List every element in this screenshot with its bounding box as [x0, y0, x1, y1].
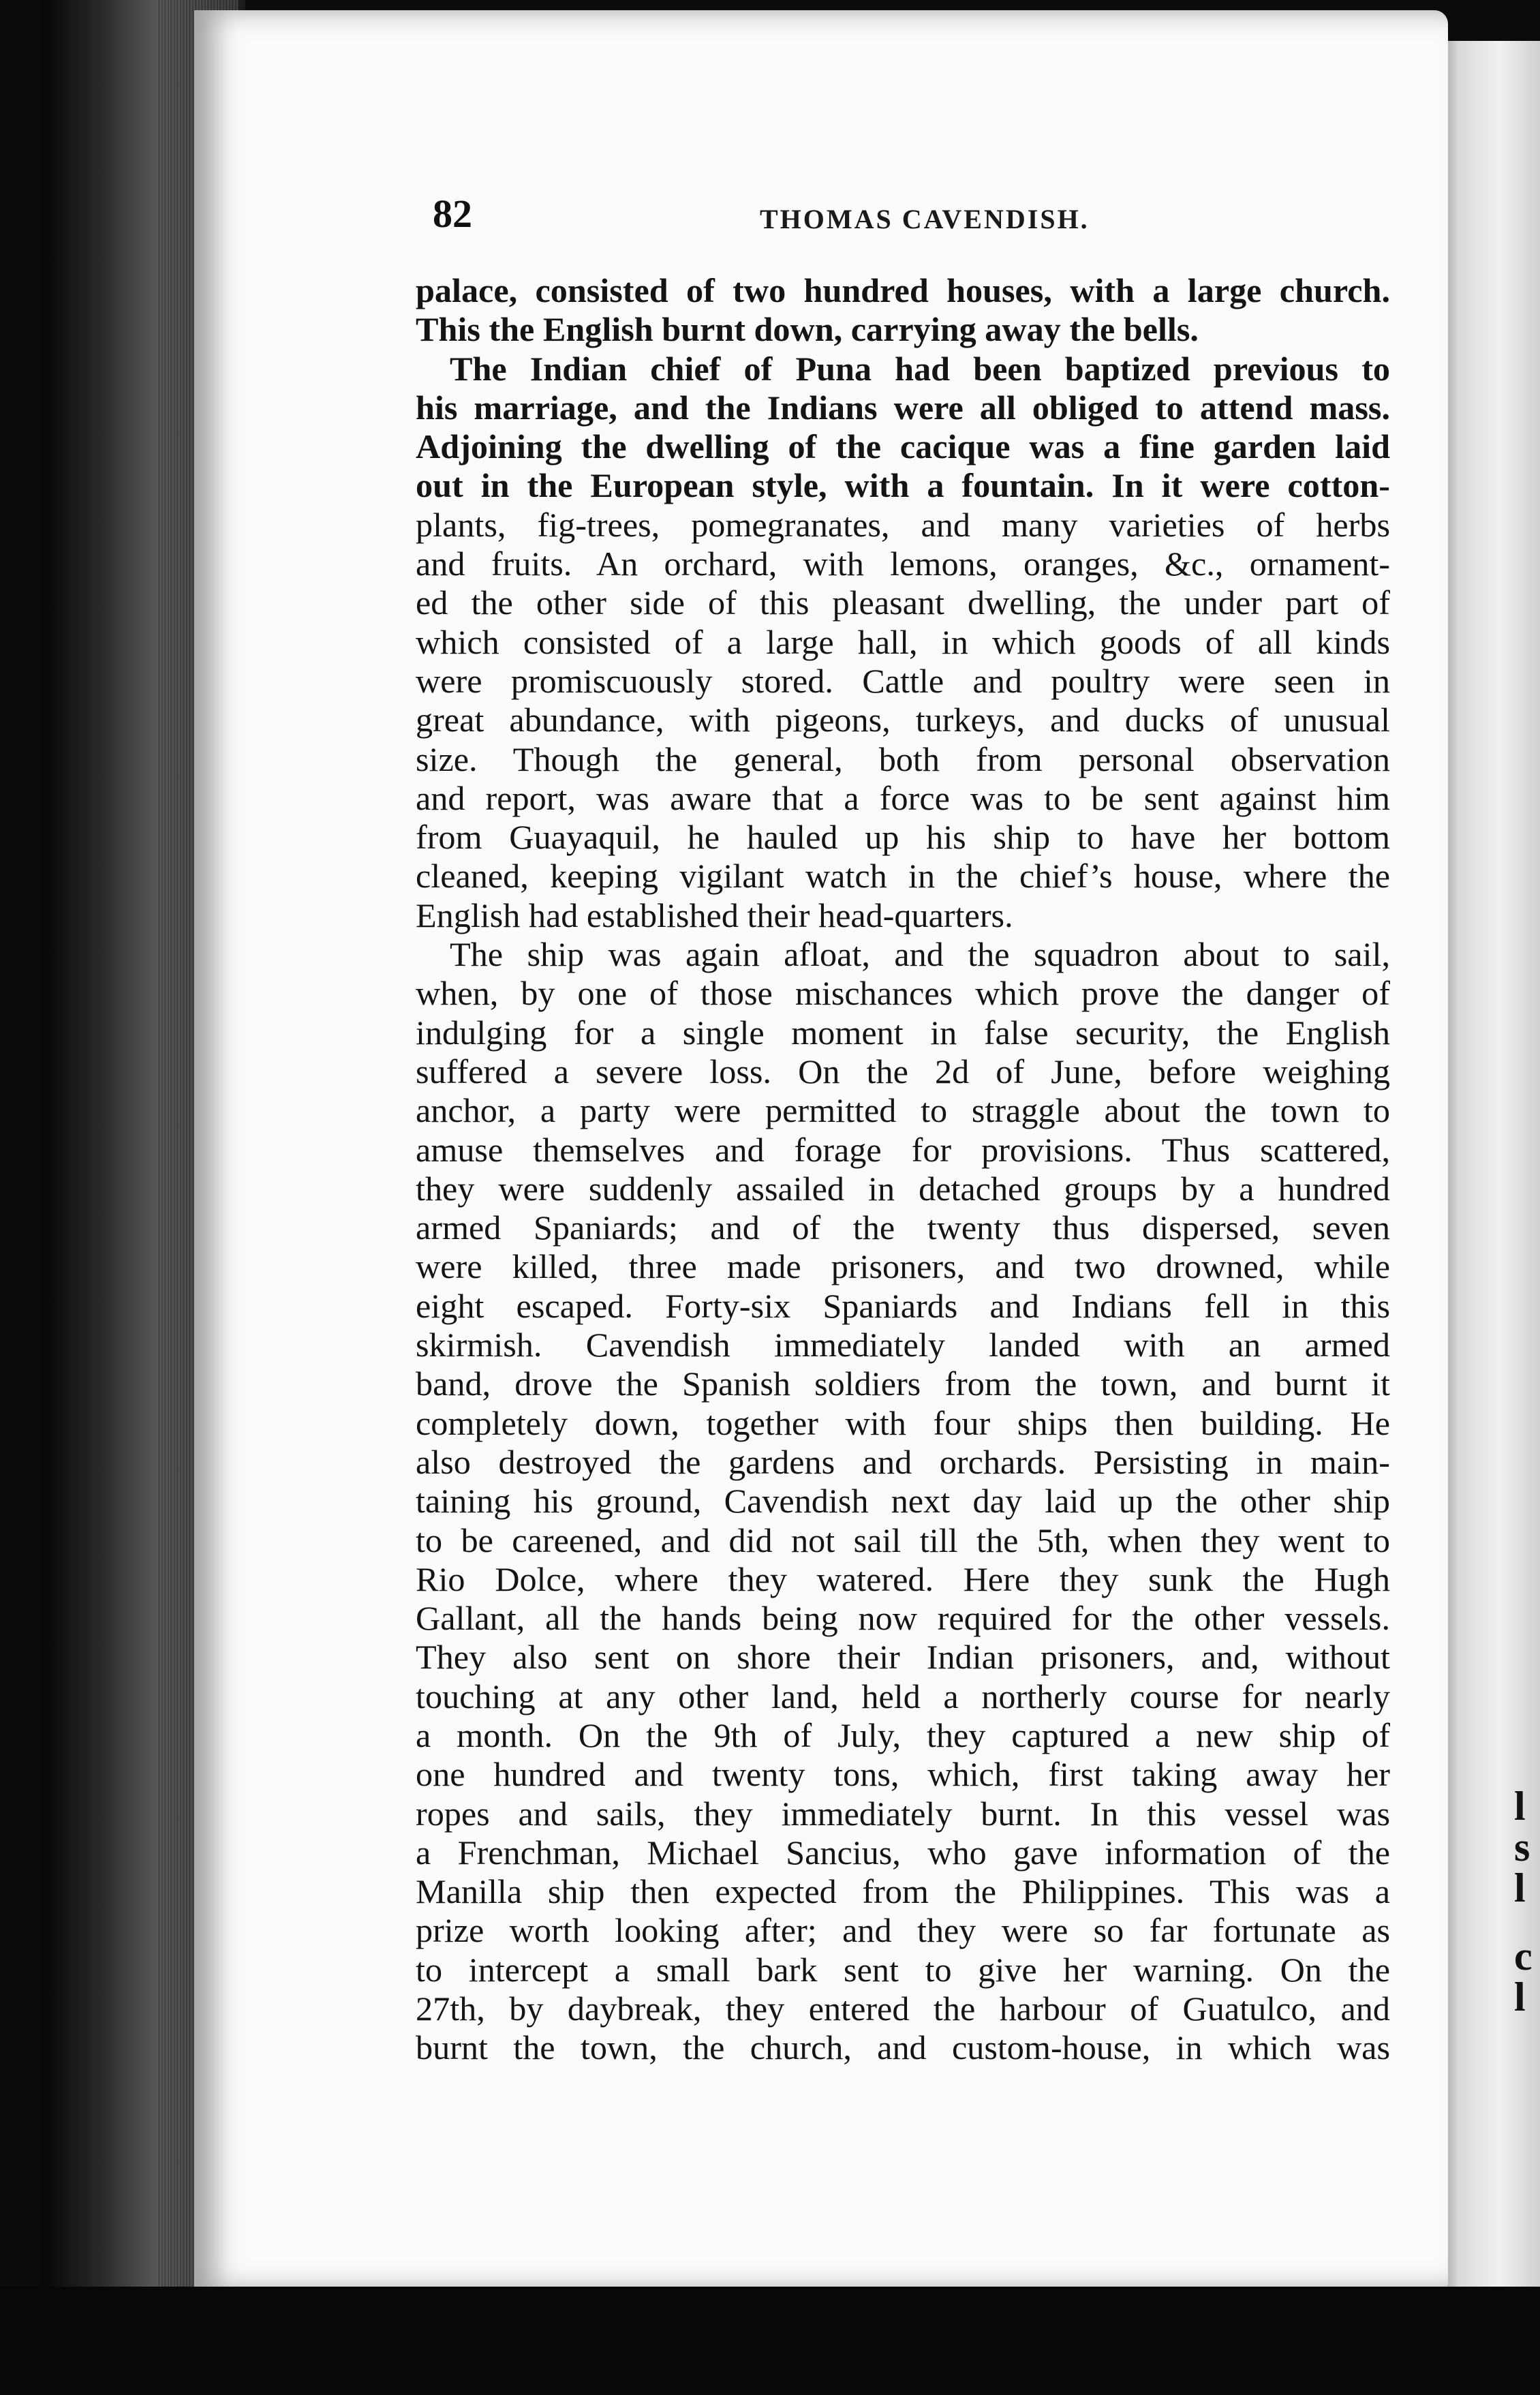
text-line: band, drove the Spanish soldiers from the town, and burnt it — [416, 1364, 1390, 1403]
text-line: palace, consisted of two hundred houses, with a large church. — [416, 271, 1390, 309]
text-line: This the English burnt down, carrying away the bells. — [416, 310, 1199, 349]
body-text — [416, 271, 1390, 2068]
text-line: ropes and sails, they immediately burnt. In this vessel was — [416, 1794, 1390, 1833]
text-line: his marriage, and the Indians were all obliged to attend mass. — [416, 388, 1390, 427]
text-line: were promiscuously stored. Cattle and poultry were seen in — [416, 661, 1390, 700]
text-line: also destroyed the gardens and orchards. Persisting in main- — [416, 1442, 1390, 1481]
text-line: Gallant, all the hands being now required for the other vessels. — [416, 1599, 1390, 1638]
text-line: They also sent on shore their Indian prisoners, and, without — [416, 1638, 1390, 1677]
text-line: burnt the town, the church, and custom-house, in which was — [416, 2028, 1390, 2067]
text-line: ed the other side of this pleasant dwelling, the under part of — [416, 583, 1390, 622]
text-line: which consisted of a large hall, in which goods of all kinds — [416, 622, 1390, 661]
scanner-background — [0, 2287, 1540, 2395]
text-line: armed Spaniards; and of the twenty thus dispersed, seven — [416, 1208, 1390, 1247]
page-number: 82 — [433, 192, 472, 236]
text-line: The ship was again afloat, and the squadron about to sail, — [450, 935, 1390, 974]
text-line: The Indian chief of Puna had been baptized previous to — [450, 349, 1390, 388]
text-line: great abundance, with pigeons, turkeys, and ducks of unusual — [416, 701, 1390, 739]
text-line: cleaned, keeping vigilant watch in the chief’s house, where the — [416, 857, 1390, 896]
text-line: and report, was aware that a force was to be sent against him — [416, 778, 1390, 817]
facing-page-fragment: l — [1514, 1784, 1526, 1829]
text-line: Adjoining the dwelling of the cacique was a fine garden laid — [416, 427, 1390, 466]
text-line: completely down, together with four ships then building. He — [416, 1403, 1390, 1442]
text-line: eight escaped. Forty-six Spaniards and Indians fell in this — [416, 1286, 1390, 1325]
facing-page-fragment: c — [1514, 1934, 1533, 1979]
facing-page-fragment: l — [1514, 1974, 1526, 2019]
text-line: amuse themselves and forage for provisions. Thus scattered, — [416, 1130, 1390, 1169]
text-line: touching at any other land, held a northerly course for nearly — [416, 1677, 1390, 1715]
text-line: size. Though the general, both from personal observation — [416, 739, 1390, 778]
text-line: when, by one of those mischances which prove the danger of — [416, 974, 1390, 1013]
text-line: out in the European style, with a fountain. In it were cotton- — [416, 466, 1390, 505]
text-line: prize worth looking after; and they were so far fortunate as — [416, 1911, 1390, 1950]
text-line: from Guayaquil, he hauled up his ship to have her bottom — [416, 818, 1390, 857]
text-line: to intercept a small bark sent to give her warning. On the — [416, 1950, 1390, 1989]
text-line: 27th, by daybreak, they entered the harbour of Guatulco, and — [416, 1989, 1390, 2028]
text-line: suffered a severe loss. On the 2d of June, before weighing — [416, 1052, 1390, 1090]
facing-page-fragment: l — [1514, 1865, 1526, 1910]
text-line: Rio Dolce, where they watered. Here they sunk the Hugh — [416, 1559, 1390, 1598]
text-line: plants, fig-trees, pomegranates, and many varieties of herbs — [416, 505, 1390, 544]
text-line: English had established their head-quarters. — [416, 896, 1013, 934]
text-line: indulging for a single moment in false security, the English — [416, 1013, 1390, 1052]
text-line: one hundred and twenty tons, which, first taking away her — [416, 1755, 1390, 1794]
text-line: were killed, three made prisoners, and two drowned, while — [416, 1247, 1390, 1286]
text-line: and fruits. An orchard, with lemons, oranges, &c., ornament- — [416, 545, 1390, 583]
text-line: a month. On the 9th of July, they captured a new ship of — [416, 1715, 1390, 1754]
text-line: a Frenchman, Michael Sancius, who gave information of the — [416, 1833, 1390, 1872]
text-line: skirmish. Cavendish immediately landed with an armed — [416, 1326, 1390, 1364]
text-line: taining his ground, Cavendish next day laid up the other ship — [416, 1482, 1390, 1521]
text-line: they were suddenly assailed in detached groups by a hundred — [416, 1169, 1390, 1208]
text-line: anchor, a party were permitted to straggle about the town to — [416, 1091, 1390, 1130]
page-header — [433, 191, 1387, 252]
text-line: to be careened, and did not sail till the 5th, when they went to — [416, 1521, 1390, 1559]
facing-page-fragment: s — [1514, 1825, 1530, 1870]
text-line: Manilla ship then expected from the Philippines. This was a — [416, 1872, 1390, 1911]
running-head: THOMAS CAVENDISH. — [760, 204, 1090, 234]
